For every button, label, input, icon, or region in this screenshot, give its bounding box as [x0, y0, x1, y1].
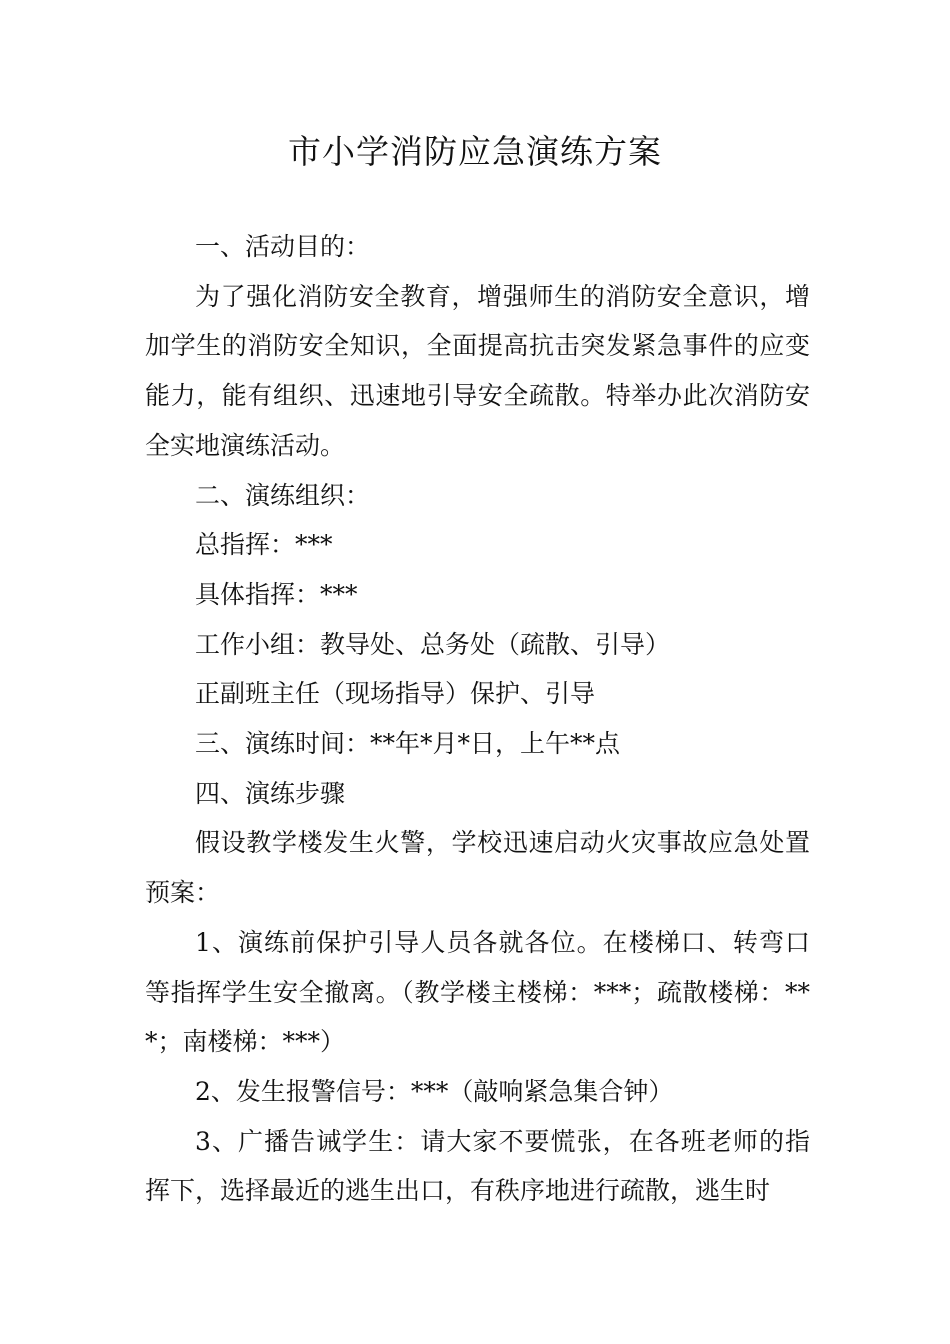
section-heading-organization: 二、演练组织： [195, 480, 371, 510]
section-heading-steps: 四、演练步骤 [195, 778, 346, 808]
specific-commander-line: 具体指挥：*** [195, 579, 358, 609]
section-heading-time: 三、演练时间：**年*月*日，上午**点 [195, 729, 621, 759]
step-2-paragraph: 2、发生报警信号：***（敲响紧急集合钟） [195, 1076, 674, 1106]
working-group-line: 工作小组：教导处、总务处（疏散、引导） [195, 629, 671, 659]
purpose-paragraph: 为了强化消防安全教育，增强师生的消防安全意识，增加学生的消防安全知识，全面提高抗击突发紧急事件的应变能力，能有组织、迅速地引导安全疏散。特举办此次消防安全实地演练活动。 [145, 281, 810, 460]
step-3-paragraph: 3、广播告诫学生：请大家不要慌张，在各班老师的指挥下，选择最近的逃生出口，有秩序地进行疏散，逃生时 [145, 1126, 810, 1206]
commander-line: 总指挥：*** [195, 530, 333, 560]
document-body [145, 222, 810, 1216]
step-1-paragraph: 1、演练前保护引导人员各就各位。在楼梯口、转弯口等指挥学生安全撤离。（教学楼主楼梯：***；疏散楼梯：***；南楼梯：***） [145, 927, 810, 1057]
scenario-paragraph: 假设教学楼发生火警，学校迅速启动火灾事故应急处置预案： [145, 828, 810, 908]
document-title: 市小学消防应急演练方案 [288, 132, 662, 171]
class-teachers-line: 正副班主任（现场指导）保护、引导 [195, 679, 596, 709]
section-heading-purpose: 一、活动目的： [195, 232, 371, 261]
